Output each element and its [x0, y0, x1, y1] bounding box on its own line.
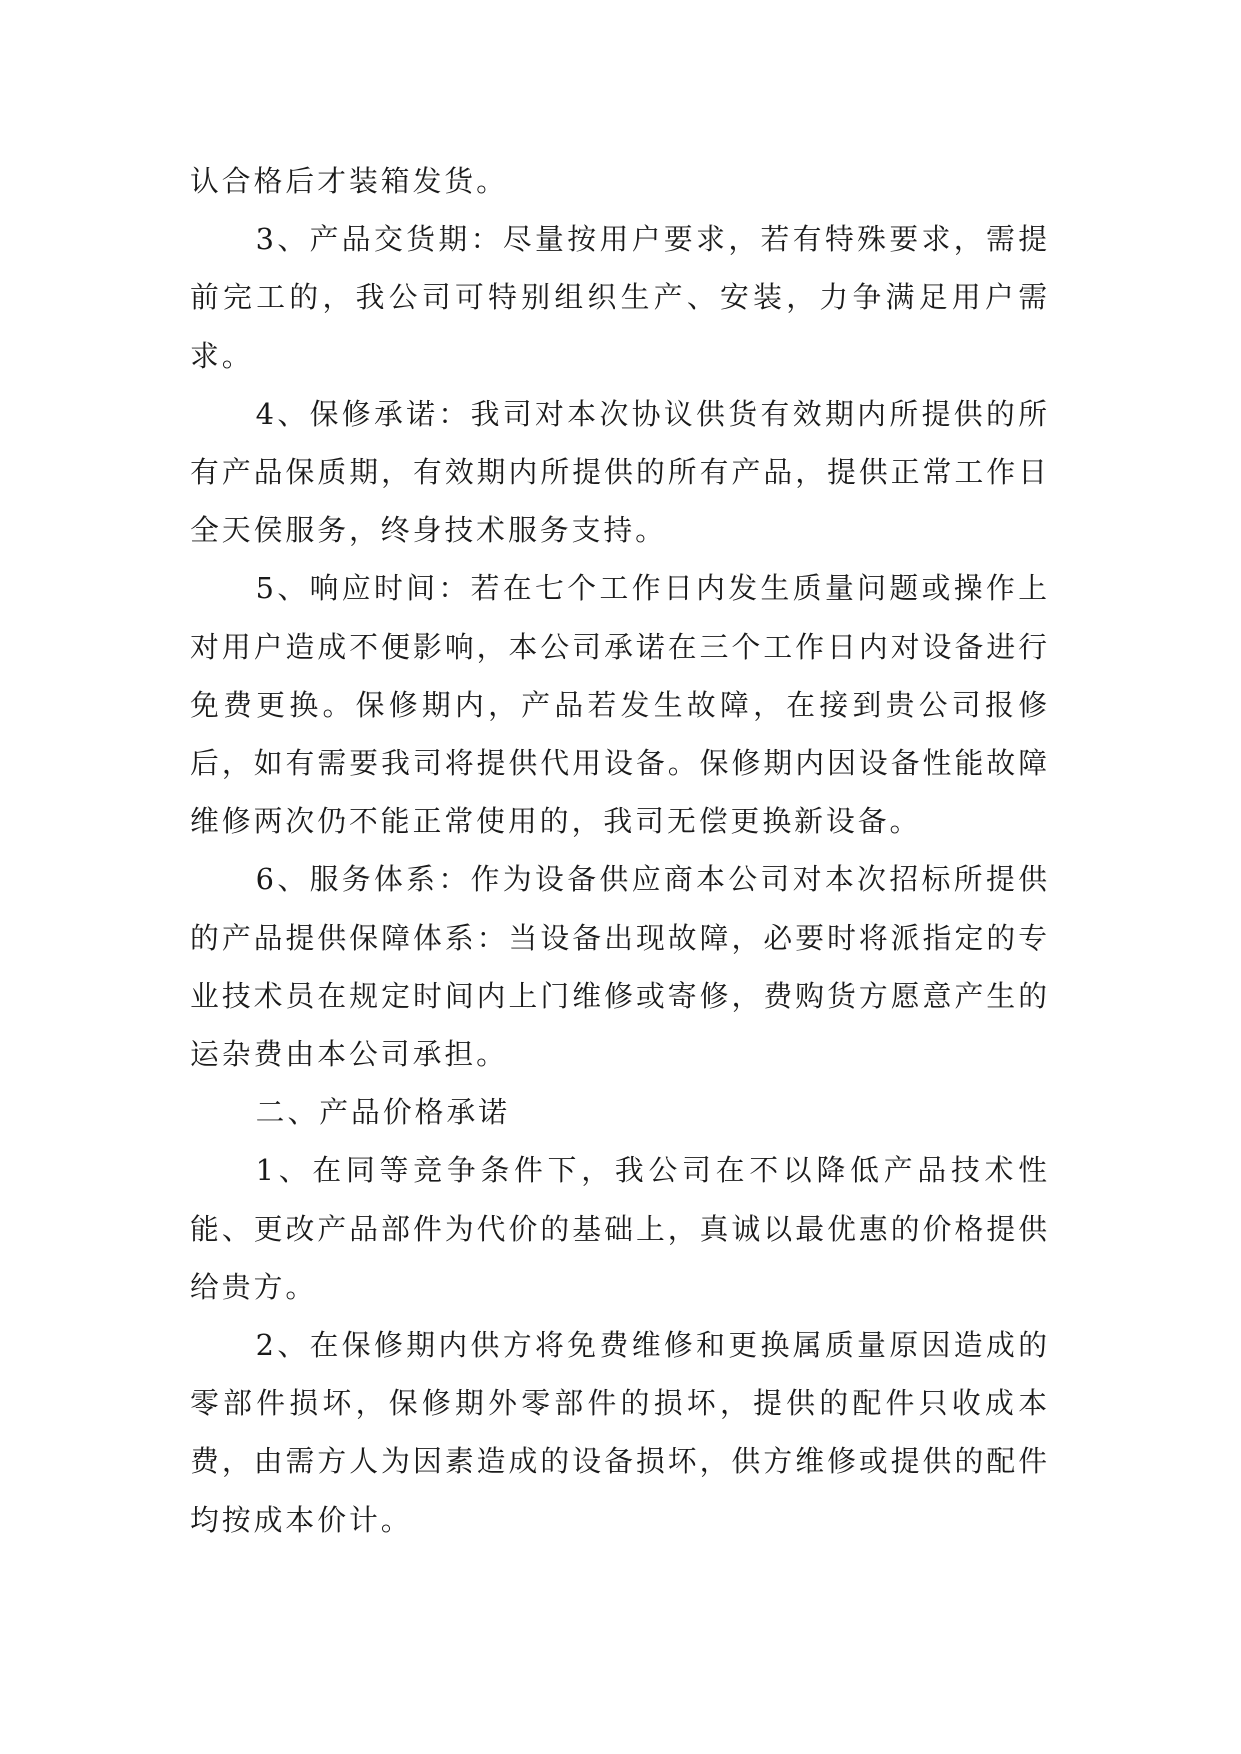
paragraph-warranty-commitment: 4、保修承诺：我司对本次协议供货有效期内所提供的所有产品保质期，有效期内所提供的所有产品，提供正常工作日全天侯服务，终身技术服务支持。	[190, 396, 1050, 548]
paragraph-delivery-period: 3、产品交货期：尽量按用户要求，若有特殊要求，需提前完工的，我公司可特别组织生产、安装，力争满足用户需求。	[190, 222, 1050, 373]
body-text	[190, 152, 1050, 1549]
section-heading-price-commitment: 二、产品价格承诺	[255, 1095, 511, 1130]
paragraph-price-item-2: 2、在保修期内供方将免费维修和更换属质量原因造成的零部件损坏，保修期外零部件的损坏，提供的配件只收成本费，由需方人为因素造成的设备损坏，供方维修或提供的配件均按成本价计。	[190, 1328, 1050, 1537]
paragraph-price-item-1: 1、在同等竞争条件下，我公司在不以降低产品技术性能、更改产品部件为代价的基础上，真诚以最优惠的价格提供给贵方。	[190, 1153, 1050, 1304]
paragraph-continuation: 认合格后才装箱发货。	[190, 164, 508, 198]
paragraph-service-system: 6、服务体系：作为设备供应商本公司对本次招标所提供的产品提供保障体系：当设备出现故障，必要时将派指定的专业技术员在规定时间内上门维修或寄修，费购货方愿意产生的运杂费由本公司承担。	[190, 862, 1050, 1072]
paragraph-response-time: 5、响应时间：若在七个工作日内发生质量问题或操作上对用户造成不便影响，本公司承诺在三个工作日内对设备进行免费更换。保修期内，产品若发生故障，在接到贵公司报修后，如有需要我司将提供代用设备。保修期内因设备性能故障维修两次仍不能正常使用的，我司无偿更换新设备。	[190, 571, 1050, 839]
